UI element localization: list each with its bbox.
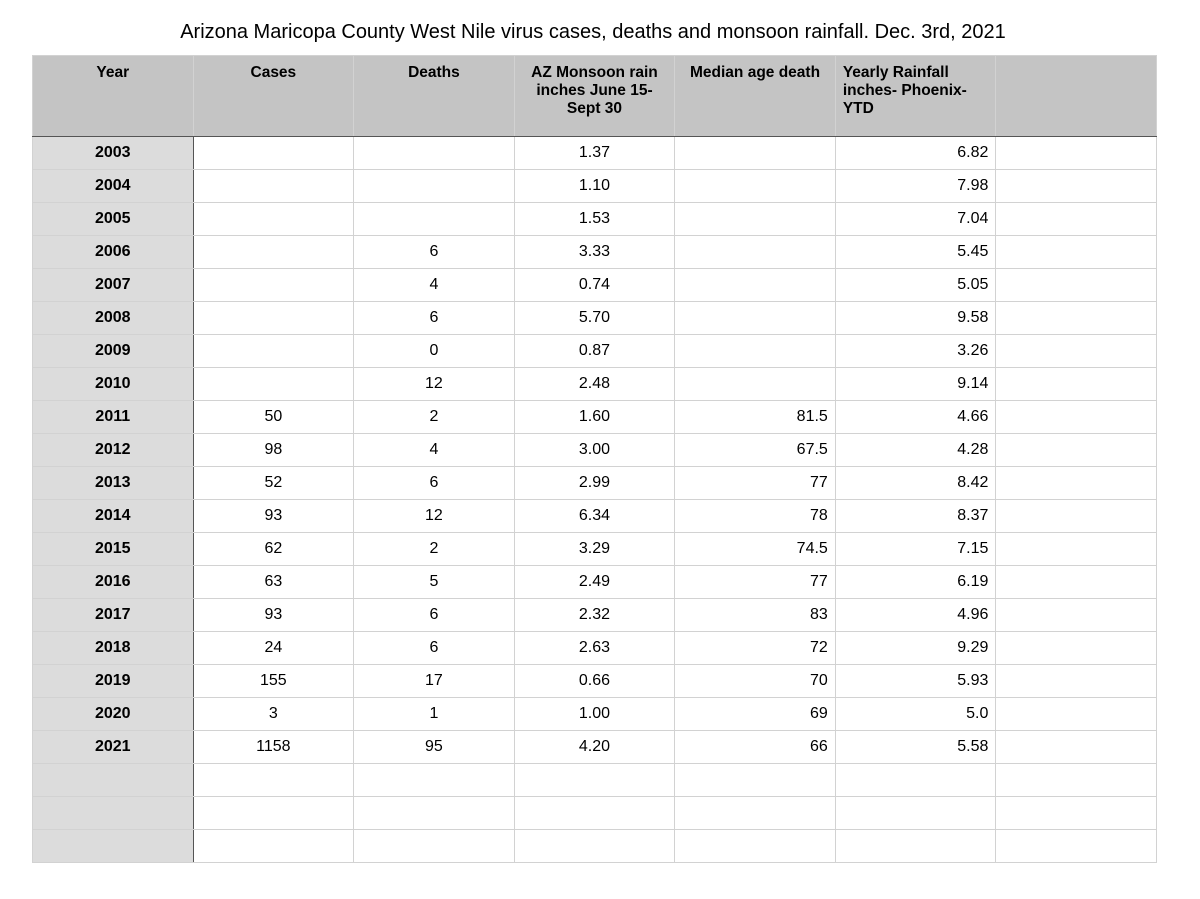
- yearly-rainfall-cell[interactable]: 7.15: [835, 533, 996, 566]
- yearly-rainfall-cell[interactable]: 5.45: [835, 236, 996, 269]
- median-age-cell[interactable]: 78: [675, 500, 836, 533]
- deaths-cell[interactable]: 6: [354, 236, 515, 269]
- empty-cell[interactable]: [996, 302, 1157, 335]
- monsoon-rain-cell[interactable]: 5.70: [514, 302, 675, 335]
- cases-cell[interactable]: [193, 203, 354, 236]
- table-row: [33, 830, 1157, 863]
- year-cell[interactable]: 2008: [33, 302, 194, 335]
- table-row: [33, 401, 1157, 434]
- cases-cell[interactable]: 93: [193, 500, 354, 533]
- yearly-rainfall-cell[interactable]: 9.14: [835, 368, 996, 401]
- year-cell[interactable]: 2009: [33, 335, 194, 368]
- yearly-rainfall-cell[interactable]: 8.37: [835, 500, 996, 533]
- table-row: [33, 368, 1157, 401]
- yearly-rainfall-cell[interactable]: 5.0: [835, 698, 996, 731]
- deaths-cell[interactable]: [354, 137, 515, 170]
- year-cell[interactable]: 2018: [33, 632, 194, 665]
- yearly-rainfall-cell[interactable]: 3.26: [835, 335, 996, 368]
- monsoon-rain-cell[interactable]: 2.49: [514, 566, 675, 599]
- median-age-cell[interactable]: [675, 170, 836, 203]
- table-row: [33, 797, 1157, 830]
- cases-cell[interactable]: [193, 236, 354, 269]
- monsoon-rain-cell[interactable]: 2.32: [514, 599, 675, 632]
- cases-cell[interactable]: 50: [193, 401, 354, 434]
- table-row: [33, 335, 1157, 368]
- table-row: [33, 170, 1157, 203]
- yearly-rainfall-cell[interactable]: 4.96: [835, 599, 996, 632]
- table-row: [33, 203, 1157, 236]
- empty-cell[interactable]: [996, 269, 1157, 302]
- deaths-cell[interactable]: 2: [354, 533, 515, 566]
- deaths-cell[interactable]: 17: [354, 665, 515, 698]
- cases-cell[interactable]: 63: [193, 566, 354, 599]
- median-age-cell[interactable]: 70: [675, 665, 836, 698]
- cases-cell[interactable]: [193, 302, 354, 335]
- empty-cell[interactable]: [996, 599, 1157, 632]
- monsoon-rain-cell[interactable]: 3.00: [514, 434, 675, 467]
- table-row: [33, 137, 1157, 170]
- table-row: [33, 533, 1157, 566]
- year-cell[interactable]: 2015: [33, 533, 194, 566]
- year-cell[interactable]: 2006: [33, 236, 194, 269]
- yearly-rainfall-cell[interactable]: [835, 830, 996, 863]
- cases-cell[interactable]: 62: [193, 533, 354, 566]
- empty-cell[interactable]: [996, 830, 1157, 863]
- monsoon-rain-cell[interactable]: [514, 764, 675, 797]
- year-cell[interactable]: 2005: [33, 203, 194, 236]
- yearly-rainfall-cell[interactable]: 9.58: [835, 302, 996, 335]
- table-row: [33, 566, 1157, 599]
- year-cell[interactable]: 2013: [33, 467, 194, 500]
- header-empty[interactable]: [996, 56, 1157, 137]
- deaths-cell[interactable]: 6: [354, 632, 515, 665]
- deaths-cell[interactable]: 2: [354, 401, 515, 434]
- median-age-cell[interactable]: 83: [675, 599, 836, 632]
- median-age-cell[interactable]: [675, 368, 836, 401]
- table-row: [33, 665, 1157, 698]
- monsoon-rain-cell[interactable]: 1.10: [514, 170, 675, 203]
- year-cell[interactable]: 2014: [33, 500, 194, 533]
- median-age-cell[interactable]: 77: [675, 467, 836, 500]
- year-cell[interactable]: [33, 830, 194, 863]
- deaths-cell[interactable]: 4: [354, 269, 515, 302]
- data-table: [32, 55, 1157, 863]
- yearly-rainfall-cell[interactable]: [835, 764, 996, 797]
- year-cell[interactable]: 2020: [33, 698, 194, 731]
- empty-cell[interactable]: [996, 401, 1157, 434]
- monsoon-rain-cell[interactable]: 1.53: [514, 203, 675, 236]
- year-cell[interactable]: 2017: [33, 599, 194, 632]
- empty-cell[interactable]: [996, 467, 1157, 500]
- header-year[interactable]: Year: [33, 56, 194, 137]
- deaths-cell[interactable]: [354, 830, 515, 863]
- header-median-age-death[interactable]: Median age death: [675, 56, 836, 137]
- yearly-rainfall-cell[interactable]: 5.05: [835, 269, 996, 302]
- cases-cell[interactable]: 24: [193, 632, 354, 665]
- cases-cell[interactable]: 1158: [193, 731, 354, 764]
- monsoon-rain-cell[interactable]: 3.29: [514, 533, 675, 566]
- deaths-cell[interactable]: 0: [354, 335, 515, 368]
- empty-cell[interactable]: [996, 203, 1157, 236]
- monsoon-rain-cell[interactable]: 2.63: [514, 632, 675, 665]
- cases-cell[interactable]: [193, 830, 354, 863]
- median-age-cell[interactable]: 74.5: [675, 533, 836, 566]
- median-age-cell[interactable]: 69: [675, 698, 836, 731]
- year-cell[interactable]: 2012: [33, 434, 194, 467]
- deaths-cell[interactable]: 6: [354, 599, 515, 632]
- cases-cell[interactable]: 93: [193, 599, 354, 632]
- table-body: [33, 137, 1157, 863]
- deaths-cell[interactable]: 6: [354, 302, 515, 335]
- year-cell[interactable]: 2004: [33, 170, 194, 203]
- empty-cell[interactable]: [996, 434, 1157, 467]
- cases-cell[interactable]: 155: [193, 665, 354, 698]
- empty-cell[interactable]: [996, 797, 1157, 830]
- yearly-rainfall-cell[interactable]: 5.93: [835, 665, 996, 698]
- table-row: [33, 698, 1157, 731]
- empty-cell[interactable]: [996, 170, 1157, 203]
- year-cell[interactable]: 2011: [33, 401, 194, 434]
- median-age-cell[interactable]: [675, 797, 836, 830]
- table-row: [33, 500, 1157, 533]
- median-age-cell[interactable]: [675, 335, 836, 368]
- median-age-cell[interactable]: [675, 236, 836, 269]
- monsoon-rain-cell[interactable]: 2.99: [514, 467, 675, 500]
- table-row: [33, 764, 1157, 797]
- cases-cell[interactable]: [193, 170, 354, 203]
- cases-cell[interactable]: 98: [193, 434, 354, 467]
- cases-cell[interactable]: [193, 368, 354, 401]
- header-row: [33, 56, 1157, 137]
- empty-cell[interactable]: [996, 137, 1157, 170]
- monsoon-rain-cell[interactable]: 0.74: [514, 269, 675, 302]
- yearly-rainfall-cell[interactable]: 7.98: [835, 170, 996, 203]
- year-cell[interactable]: 2021: [33, 731, 194, 764]
- deaths-cell[interactable]: [354, 170, 515, 203]
- yearly-rainfall-cell[interactable]: [835, 797, 996, 830]
- deaths-cell[interactable]: [354, 797, 515, 830]
- deaths-cell[interactable]: [354, 764, 515, 797]
- empty-cell[interactable]: [996, 368, 1157, 401]
- empty-cell[interactable]: [996, 632, 1157, 665]
- deaths-cell[interactable]: 12: [354, 368, 515, 401]
- median-age-cell[interactable]: [675, 302, 836, 335]
- monsoon-rain-cell[interactable]: [514, 797, 675, 830]
- cases-cell[interactable]: [193, 269, 354, 302]
- table-row: [33, 731, 1157, 764]
- table-row: [33, 632, 1157, 665]
- deaths-cell[interactable]: 6: [354, 467, 515, 500]
- year-cell[interactable]: 2019: [33, 665, 194, 698]
- yearly-rainfall-cell[interactable]: 7.04: [835, 203, 996, 236]
- deaths-cell[interactable]: [354, 203, 515, 236]
- median-age-cell[interactable]: 66: [675, 731, 836, 764]
- yearly-rainfall-cell[interactable]: 5.58: [835, 731, 996, 764]
- monsoon-rain-cell[interactable]: [514, 830, 675, 863]
- empty-cell[interactable]: [996, 665, 1157, 698]
- cases-cell[interactable]: 3: [193, 698, 354, 731]
- year-cell[interactable]: 2007: [33, 269, 194, 302]
- cases-cell[interactable]: [193, 764, 354, 797]
- table-row: [33, 236, 1157, 269]
- empty-cell[interactable]: [996, 764, 1157, 797]
- year-cell[interactable]: 2003: [33, 137, 194, 170]
- empty-cell[interactable]: [996, 335, 1157, 368]
- empty-cell[interactable]: [996, 731, 1157, 764]
- deaths-cell[interactable]: 12: [354, 500, 515, 533]
- header-monsoon-rain[interactable]: AZ Monsoon rain inches June 15-Sept 30: [514, 56, 675, 137]
- cases-cell[interactable]: [193, 137, 354, 170]
- empty-cell[interactable]: [996, 698, 1157, 731]
- yearly-rainfall-cell[interactable]: 6.19: [835, 566, 996, 599]
- cases-cell[interactable]: 52: [193, 467, 354, 500]
- empty-cell[interactable]: [996, 236, 1157, 269]
- yearly-rainfall-cell[interactable]: 4.66: [835, 401, 996, 434]
- empty-cell[interactable]: [996, 533, 1157, 566]
- yearly-rainfall-cell[interactable]: 6.82: [835, 137, 996, 170]
- header-cases[interactable]: Cases: [193, 56, 354, 137]
- deaths-cell[interactable]: 1: [354, 698, 515, 731]
- empty-cell[interactable]: [996, 500, 1157, 533]
- median-age-cell[interactable]: 67.5: [675, 434, 836, 467]
- empty-cell[interactable]: [996, 566, 1157, 599]
- table-row: [33, 434, 1157, 467]
- median-age-cell[interactable]: 77: [675, 566, 836, 599]
- monsoon-rain-cell[interactable]: 1.00: [514, 698, 675, 731]
- monsoon-rain-cell[interactable]: 2.48: [514, 368, 675, 401]
- monsoon-rain-cell[interactable]: 4.20: [514, 731, 675, 764]
- header-deaths[interactable]: Deaths: [354, 56, 515, 137]
- table-row: [33, 467, 1157, 500]
- deaths-cell[interactable]: 4: [354, 434, 515, 467]
- deaths-cell[interactable]: 95: [354, 731, 515, 764]
- cases-cell[interactable]: [193, 335, 354, 368]
- yearly-rainfall-cell[interactable]: 4.28: [835, 434, 996, 467]
- median-age-cell[interactable]: [675, 830, 836, 863]
- monsoon-rain-cell[interactable]: 6.34: [514, 500, 675, 533]
- table-row: [33, 599, 1157, 632]
- monsoon-rain-cell[interactable]: 1.60: [514, 401, 675, 434]
- median-age-cell[interactable]: [675, 137, 836, 170]
- median-age-cell[interactable]: 72: [675, 632, 836, 665]
- monsoon-rain-cell[interactable]: 0.87: [514, 335, 675, 368]
- yearly-rainfall-cell[interactable]: 8.42: [835, 467, 996, 500]
- monsoon-rain-cell[interactable]: 0.66: [514, 665, 675, 698]
- header-yearly-rainfall[interactable]: Yearly Rainfall inches- Phoenix- YTD: [835, 56, 996, 137]
- median-age-cell[interactable]: [675, 269, 836, 302]
- year-cell[interactable]: 2010: [33, 368, 194, 401]
- monsoon-rain-cell[interactable]: 1.37: [514, 137, 675, 170]
- table-row: [33, 269, 1157, 302]
- cases-cell[interactable]: [193, 797, 354, 830]
- year-cell[interactable]: 2016: [33, 566, 194, 599]
- median-age-cell[interactable]: [675, 203, 836, 236]
- median-age-cell[interactable]: [675, 764, 836, 797]
- yearly-rainfall-cell[interactable]: 9.29: [835, 632, 996, 665]
- table-row: [33, 302, 1157, 335]
- median-age-cell[interactable]: 81.5: [675, 401, 836, 434]
- page-title: Arizona Maricopa County West Nile virus cases, deaths and monsoon rainfall. Dec. 3rd, 2021: [180, 21, 1006, 43]
- year-cell[interactable]: [33, 797, 194, 830]
- monsoon-rain-cell[interactable]: 3.33: [514, 236, 675, 269]
- year-cell[interactable]: [33, 764, 194, 797]
- deaths-cell[interactable]: 5: [354, 566, 515, 599]
